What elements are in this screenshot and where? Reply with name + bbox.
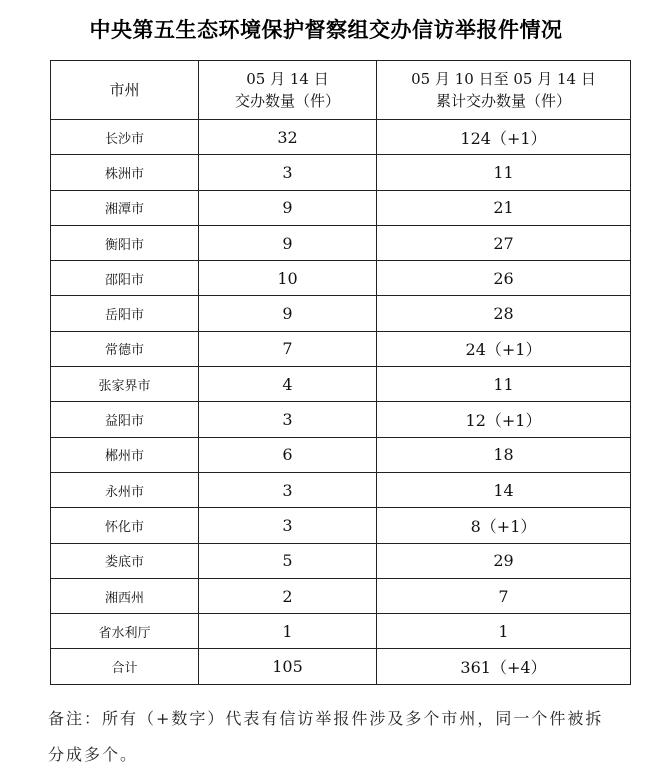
table-row <box>51 331 631 366</box>
city-cell: 湘潭市 <box>51 190 199 225</box>
daily-count-cell: 4 <box>199 367 377 402</box>
table-row <box>51 402 631 437</box>
city-cell: 益阳市 <box>51 402 199 437</box>
daily-count-cell: 7 <box>199 331 377 366</box>
daily-count-cell: 6 <box>199 437 377 472</box>
header-cumulative-range: 05 月 10 日至 05 月 14 日 <box>411 70 596 88</box>
header-daily-count <box>199 61 377 120</box>
table-row <box>51 614 631 649</box>
city-cell: 长沙市 <box>51 120 199 155</box>
table-row <box>51 261 631 296</box>
daily-count-cell: 2 <box>199 578 377 613</box>
complaint-table <box>50 60 631 685</box>
city-cell: 常德市 <box>51 331 199 366</box>
table-header-row <box>51 61 631 120</box>
daily-count-cell: 10 <box>199 261 377 296</box>
cumulative-count-cell: 27 <box>377 225 631 260</box>
cumulative-count-cell: 361（+4） <box>377 649 631 684</box>
daily-count-cell: 9 <box>199 296 377 331</box>
cumulative-count-cell: 14 <box>377 472 631 507</box>
city-cell: 合计 <box>51 649 199 684</box>
city-cell: 株洲市 <box>51 155 199 190</box>
daily-count-cell: 32 <box>199 120 377 155</box>
city-cell: 省水利厅 <box>51 614 199 649</box>
daily-count-cell: 105 <box>199 649 377 684</box>
city-cell: 邵阳市 <box>51 261 199 296</box>
cumulative-count-cell: 8（+1） <box>377 508 631 543</box>
header-daily-label: 交办数量（件） <box>234 92 340 110</box>
city-cell: 岳阳市 <box>51 296 199 331</box>
city-cell: 永州市 <box>51 472 199 507</box>
cumulative-count-cell: 124（+1） <box>377 120 631 155</box>
cumulative-count-cell: 26 <box>377 261 631 296</box>
table-row <box>51 120 631 155</box>
cumulative-count-cell: 21 <box>377 190 631 225</box>
city-cell: 郴州市 <box>51 437 199 472</box>
daily-count-cell: 3 <box>199 508 377 543</box>
cumulative-count-cell: 11 <box>377 367 631 402</box>
cumulative-count-cell: 1 <box>377 614 631 649</box>
daily-count-cell: 1 <box>199 614 377 649</box>
cumulative-count-cell: 28 <box>377 296 631 331</box>
city-cell: 衡阳市 <box>51 225 199 260</box>
table-row <box>51 578 631 613</box>
table-row <box>51 367 631 402</box>
cumulative-count-cell: 18 <box>377 437 631 472</box>
footnote: 备注：所有（+数字）代表有信访举报件涉及多个市州，同一个件被拆分成多个。 <box>48 709 604 764</box>
cumulative-count-cell: 7 <box>377 578 631 613</box>
header-city: 市州 <box>51 61 199 120</box>
table-row <box>51 437 631 472</box>
city-cell: 湘西州 <box>51 578 199 613</box>
cumulative-count-cell: 24（+1） <box>377 331 631 366</box>
daily-count-cell: 9 <box>199 225 377 260</box>
header-cumulative-label: 累计交办数量（件） <box>435 92 571 110</box>
document-title: 中央第五生态环境保护督察组交办信访举报件情况 <box>89 18 563 42</box>
table-row <box>51 296 631 331</box>
city-cell: 娄底市 <box>51 543 199 578</box>
table-row <box>51 508 631 543</box>
daily-count-cell: 3 <box>199 155 377 190</box>
table-row <box>51 190 631 225</box>
daily-count-cell: 3 <box>199 402 377 437</box>
daily-count-cell: 9 <box>199 190 377 225</box>
table-row <box>51 155 631 190</box>
cumulative-count-cell: 12（+1） <box>377 402 631 437</box>
table-body <box>51 120 631 685</box>
city-cell: 张家界市 <box>51 367 199 402</box>
city-cell: 怀化市 <box>51 508 199 543</box>
table-row <box>51 225 631 260</box>
daily-count-cell: 3 <box>199 472 377 507</box>
table-row <box>51 649 631 684</box>
header-cumulative-count <box>377 61 631 120</box>
cumulative-count-cell: 11 <box>377 155 631 190</box>
cumulative-count-cell: 29 <box>377 543 631 578</box>
header-daily-date: 05 月 14 日 <box>246 70 329 88</box>
table-row <box>51 472 631 507</box>
daily-count-cell: 5 <box>199 543 377 578</box>
table-row <box>51 543 631 578</box>
